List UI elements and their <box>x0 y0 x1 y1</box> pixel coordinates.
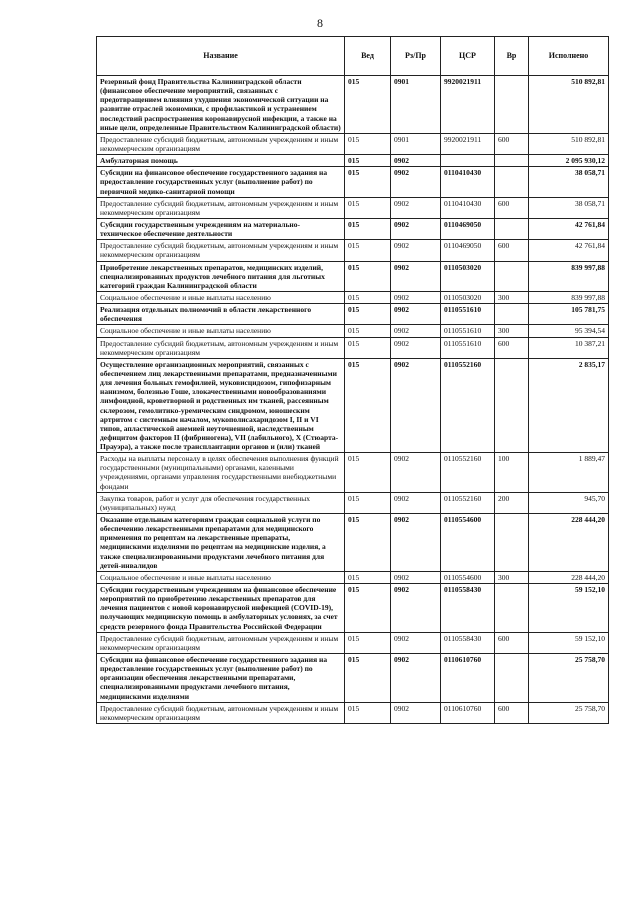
cell-vr <box>495 358 529 452</box>
table-row <box>97 358 609 452</box>
cell-rzpr: 0902 <box>391 632 441 653</box>
cell-ispoln: 59 152,10 <box>529 632 609 653</box>
table-row <box>97 155 609 167</box>
cell-csr: 0110552160 <box>441 453 495 493</box>
cell-vr: 100 <box>495 453 529 493</box>
cell-ispoln: 839 997,88 <box>529 291 609 303</box>
cell-name: Субсидии на финансовое обеспечение государственного задания на предоставление государственных услуг (выполнение работ) по первичной медико-санитарной помощи <box>97 167 345 197</box>
cell-vr: 300 <box>495 291 529 303</box>
cell-csr: 0110503020 <box>441 261 495 291</box>
cell-csr: 0110554600 <box>441 571 495 583</box>
cell-csr: 0110610760 <box>441 702 495 723</box>
header-rzpr: Рз/Пр <box>391 37 441 76</box>
cell-vr: 600 <box>495 632 529 653</box>
cell-ved: 015 <box>345 133 391 154</box>
table-row <box>97 453 609 493</box>
cell-csr: 0110552160 <box>441 492 495 513</box>
header-ispoln: Исполнено <box>529 37 609 76</box>
cell-rzpr: 0901 <box>391 133 441 154</box>
cell-name: Закупка товаров, работ и услуг для обеспечения государственных (муниципальных) нужд <box>97 492 345 513</box>
cell-vr <box>495 261 529 291</box>
cell-csr <box>441 155 495 167</box>
cell-name: Социальное обеспечение и иные выплаты населению <box>97 291 345 303</box>
cell-ved: 015 <box>345 197 391 218</box>
cell-name: Предоставление субсидий бюджетным, автономным учреждениям и иным некоммерческим организациям <box>97 702 345 723</box>
cell-vr: 600 <box>495 337 529 358</box>
cell-ispoln: 38 058,71 <box>529 197 609 218</box>
header-name: Название <box>97 37 345 76</box>
cell-csr: 0110551610 <box>441 337 495 358</box>
cell-rzpr: 0902 <box>391 261 441 291</box>
cell-ispoln: 10 387,21 <box>529 337 609 358</box>
cell-name: Предоставление субсидий бюджетным, автономным учреждениям и иным некоммерческим организациям <box>97 337 345 358</box>
cell-csr: 0110469050 <box>441 218 495 239</box>
cell-ispoln: 228 444,20 <box>529 571 609 583</box>
table-body <box>97 76 609 724</box>
cell-vr <box>495 654 529 703</box>
cell-name: Осуществление организационных мероприятий, связанных с обеспечением лиц лекарственными препаратами, предназначенными для лечения больных гемофилией, муковисцидозом, гипофизарным нанизмом, болезнью Гоше, злокачественными новообразованиями лимфоидной, кроветворной и родственных им тканей, рассеянным склерозом, гемолитико-уремическим синдромом, юношеским артритом с системным началом, мукополисахаридозом I, II и VI типов, апластической анемией неуточненной, наследственным дефицитом факторов II (фибриногена), VII (лабильного), X (Стюарта-Прауэра), а также после трансплантации органов и (или) тканей <box>97 358 345 452</box>
cell-name: Субсидии на финансовое обеспечение государственного задания на предоставление государственных услуг (выполнение работ) по организации обеспечения лекарственными препаратами, специализированными продуктами лечебного питания, медицинскими изделиями <box>97 654 345 703</box>
cell-ispoln: 95 394,54 <box>529 325 609 337</box>
cell-name: Предоставление субсидий бюджетным, автономным учреждениям и иным некоммерческим организациям <box>97 240 345 261</box>
cell-csr: 0110469050 <box>441 240 495 261</box>
cell-ved: 015 <box>345 702 391 723</box>
cell-ispoln: 510 892,81 <box>529 76 609 134</box>
table-row <box>97 514 609 572</box>
cell-ved: 015 <box>345 304 391 325</box>
header-vr: Вр <box>495 37 529 76</box>
cell-rzpr: 0902 <box>391 702 441 723</box>
cell-name: Предоставление субсидий бюджетным, автономным учреждениям и иным некоммерческим организациям <box>97 133 345 154</box>
table-row <box>97 584 609 633</box>
cell-csr: 0110410430 <box>441 197 495 218</box>
cell-ispoln: 228 444,20 <box>529 514 609 572</box>
cell-name: Амбулаторная помощь <box>97 155 345 167</box>
table-row <box>97 571 609 583</box>
page-number: 8 <box>317 16 323 30</box>
cell-ispoln: 2 095 930,12 <box>529 155 609 167</box>
cell-rzpr: 0902 <box>391 155 441 167</box>
cell-name: Субсидии государственным учреждениям на финансовое обеспечение мероприятий по приобретению лекарственных препаратов для лечения пациентов с новой коронавирусной инфекцией (COVID-19), получающих медицинскую помощь в амбулаторных условиях, за счет средств резервного фонда Правительства Российской Федерации <box>97 584 345 633</box>
cell-csr: 0110551610 <box>441 304 495 325</box>
table-row <box>97 632 609 653</box>
cell-ispoln: 42 761,84 <box>529 240 609 261</box>
cell-ved: 015 <box>345 571 391 583</box>
expenditure-table <box>96 36 609 724</box>
cell-ispoln: 2 835,17 <box>529 358 609 452</box>
cell-vr <box>495 167 529 197</box>
cell-ispoln: 25 758,70 <box>529 702 609 723</box>
cell-rzpr: 0902 <box>391 492 441 513</box>
cell-ispoln: 38 058,71 <box>529 167 609 197</box>
cell-vr <box>495 218 529 239</box>
cell-ved: 015 <box>345 358 391 452</box>
cell-ved: 015 <box>345 453 391 493</box>
cell-rzpr: 0902 <box>391 514 441 572</box>
table-row <box>97 218 609 239</box>
header-csr: ЦСР <box>441 37 495 76</box>
cell-vr: 600 <box>495 133 529 154</box>
cell-rzpr: 0902 <box>391 325 441 337</box>
cell-vr <box>495 584 529 633</box>
cell-rzpr: 0902 <box>391 197 441 218</box>
cell-vr: 600 <box>495 240 529 261</box>
table-row <box>97 702 609 723</box>
cell-ispoln: 59 152,10 <box>529 584 609 633</box>
table-row <box>97 492 609 513</box>
cell-ved: 015 <box>345 492 391 513</box>
cell-rzpr: 0902 <box>391 291 441 303</box>
cell-name: Реализация отдельных полномочий в области лекарственного обеспечения <box>97 304 345 325</box>
cell-csr: 0110558430 <box>441 632 495 653</box>
cell-rzpr: 0902 <box>391 453 441 493</box>
cell-csr: 0110551610 <box>441 325 495 337</box>
table-header-row <box>97 37 609 76</box>
cell-ved: 015 <box>345 291 391 303</box>
cell-name: Приобретение лекарственных препаратов, медицинских изделий, специализированных продуктов лечебного питания для льготных категорий граждан Калининградской области <box>97 261 345 291</box>
table-row <box>97 197 609 218</box>
cell-ved: 015 <box>345 584 391 633</box>
cell-ved: 015 <box>345 240 391 261</box>
cell-ved: 015 <box>345 155 391 167</box>
table-row <box>97 325 609 337</box>
cell-ispoln: 105 781,75 <box>529 304 609 325</box>
cell-ved: 015 <box>345 76 391 134</box>
cell-name: Социальное обеспечение и иные выплаты населению <box>97 325 345 337</box>
cell-csr: 0110503020 <box>441 291 495 303</box>
cell-ispoln: 42 761,84 <box>529 218 609 239</box>
cell-ved: 015 <box>345 218 391 239</box>
table-row <box>97 261 609 291</box>
cell-csr: 9920021911 <box>441 133 495 154</box>
cell-name: Расходы на выплаты персоналу в целях обеспечения выполнения функций государственными (муниципальными) органами, казенными учреждениями, органами управления государственными внебюджетными фондами <box>97 453 345 493</box>
cell-ved: 015 <box>345 261 391 291</box>
cell-rzpr: 0902 <box>391 167 441 197</box>
cell-rzpr: 0902 <box>391 337 441 358</box>
cell-ved: 015 <box>345 325 391 337</box>
cell-rzpr: 0902 <box>391 304 441 325</box>
cell-name: Предоставление субсидий бюджетным, автономным учреждениям и иным некоммерческим организациям <box>97 632 345 653</box>
cell-name: Резервный фонд Правительства Калининградской области (финансовое обеспечение мероприятий, связанных с предотвращением влияния ухудшения экономической ситуации на развитие отраслей экономики, с профилактикой и устранением последствий распространения коронавирусной инфекции, а также на иные цели, определенные Правительством Калининградской области) <box>97 76 345 134</box>
cell-ved: 015 <box>345 632 391 653</box>
cell-csr: 0110558430 <box>441 584 495 633</box>
cell-ispoln: 839 997,88 <box>529 261 609 291</box>
table-row <box>97 654 609 703</box>
table-row <box>97 337 609 358</box>
cell-ispoln: 25 758,70 <box>529 654 609 703</box>
cell-rzpr: 0901 <box>391 76 441 134</box>
cell-ispoln: 510 892,81 <box>529 133 609 154</box>
header-ved: Вед <box>345 37 391 76</box>
table-row <box>97 240 609 261</box>
table-row <box>97 133 609 154</box>
table-row <box>97 76 609 134</box>
cell-rzpr: 0902 <box>391 571 441 583</box>
table-row <box>97 291 609 303</box>
cell-name: Субсидии государственным учреждениям на материально-техническое обеспечение деятельности <box>97 218 345 239</box>
cell-rzpr: 0902 <box>391 218 441 239</box>
cell-csr: 0110552160 <box>441 358 495 452</box>
cell-rzpr: 0902 <box>391 240 441 261</box>
table-row <box>97 167 609 197</box>
cell-vr: 300 <box>495 325 529 337</box>
cell-rzpr: 0902 <box>391 654 441 703</box>
cell-ispoln: 945,70 <box>529 492 609 513</box>
cell-csr: 0110410430 <box>441 167 495 197</box>
cell-vr <box>495 76 529 134</box>
cell-vr <box>495 304 529 325</box>
cell-csr: 0110554600 <box>441 514 495 572</box>
cell-name: Социальное обеспечение и иные выплаты населению <box>97 571 345 583</box>
cell-vr: 200 <box>495 492 529 513</box>
cell-csr: 9920021911 <box>441 76 495 134</box>
cell-rzpr: 0902 <box>391 358 441 452</box>
cell-ved: 015 <box>345 337 391 358</box>
cell-vr: 300 <box>495 571 529 583</box>
cell-ved: 015 <box>345 514 391 572</box>
cell-name: Предоставление субсидий бюджетным, автономным учреждениям и иным некоммерческим организациям <box>97 197 345 218</box>
table-row <box>97 304 609 325</box>
cell-vr: 600 <box>495 702 529 723</box>
cell-rzpr: 0902 <box>391 584 441 633</box>
cell-name: Оказание отдельным категориям граждан социальной услуги по обеспечению лекарственными препаратами для медицинского применения по рецептам на лекарственные препараты, медицинскими изделиями по рецептам на медицинские изделия, а также специализированными продуктами лечебного питания для детей-инвалидов <box>97 514 345 572</box>
cell-ved: 015 <box>345 167 391 197</box>
cell-vr <box>495 514 529 572</box>
cell-ved: 015 <box>345 654 391 703</box>
cell-vr: 600 <box>495 197 529 218</box>
cell-csr: 0110610760 <box>441 654 495 703</box>
cell-vr <box>495 155 529 167</box>
cell-ispoln: 1 889,47 <box>529 453 609 493</box>
